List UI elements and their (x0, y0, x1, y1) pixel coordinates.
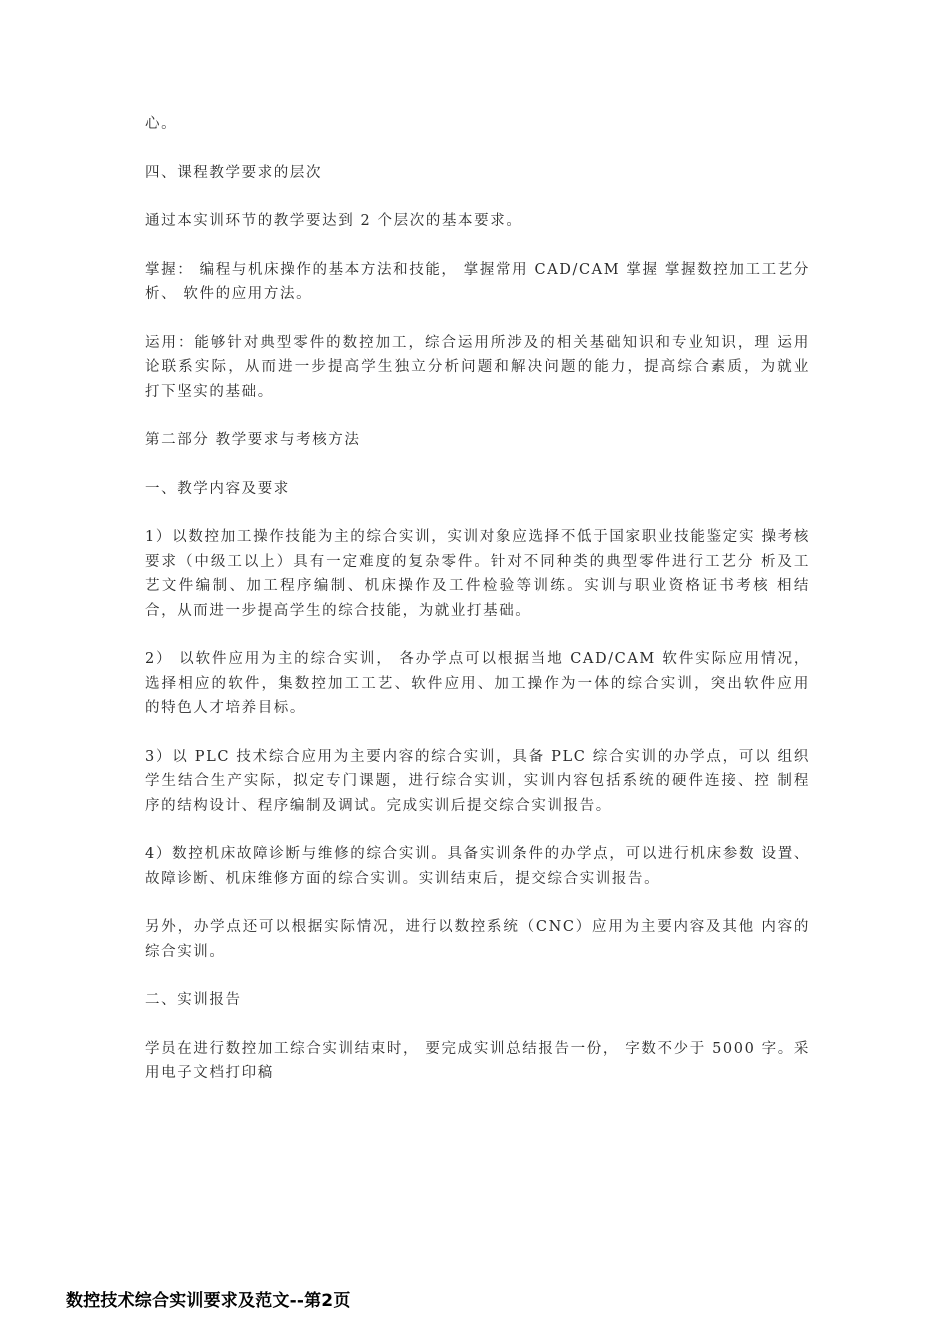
paragraph-report: 学员在进行数控加工综合实训结束时， 要完成实训总结报告一份， 字数不少于 5000 字。采用电子文档打印稿 (145, 1040, 810, 1081)
section-heading-content: 一、教学内容及要求 (145, 480, 290, 497)
list-item-1: 1）以数控加工操作技能为主的综合实训，实训对象应选择不低于国家职业技能鉴定实 操考核要求（中级工以上）具有一定难度的复杂零件。针对不同种类的典型零件进行工艺分 析及工艺文件编制、加工程序编制、机床操作及工件检验等训练。实训与职业资格证书考核 相结合，从而进一步提高学生的综合技能，为就业打基础。 (145, 529, 810, 619)
paragraph-application: 运用：能够针对典型零件的数控加工，综合运用所涉及的相关基础知识和专业知识，理 运用 论联系实际，从而进一步提高学生独立分析问题和解决问题的能力，提高综合素质，为就业 打下坚实的基础。 (145, 334, 810, 400)
section-heading-levels: 四、课程教学要求的层次 (145, 164, 323, 181)
paragraph-mastery: 掌握： 编程与机床操作的基本方法和技能， 掌握常用 CAD/CAM 掌握 掌握数控加工工艺分析、 软件的应用方法。 (145, 261, 810, 302)
document-body (145, 112, 810, 1086)
page-footer: 数控技术综合实训要求及范文--第2页 (66, 1291, 351, 1311)
paragraph-additional: 另外，办学点还可以根据实际情况，进行以数控系统（CNC）应用为主要内容及其他 内容的综合实训。 (145, 919, 810, 960)
part-heading: 第二部分 教学要求与考核方法 (145, 432, 361, 448)
list-item-3: 3）以 PLC 技术综合应用为主要内容的综合实训，具备 PLC 综合实训的办学点，可以 组织学生结合生产实际，拟定专门课题，进行综合实训，实训内容包括系统的硬件连接、控 制程序的结构设计、程序编制及调试。完成实训后提交综合实训报告。 (145, 748, 810, 814)
section-heading-report: 二、实训报告 (145, 992, 242, 1008)
list-item-4: 4）数控机床故障诊断与维修的综合实训。具备实训条件的办学点，可以进行机床参数 设置、故障诊断、机床维修方面的综合实训。实训结束后，提交综合实训报告。 (145, 846, 810, 887)
paragraph-intro: 通过本实训环节的教学要达到 2 个层次的基本要求。 (145, 213, 523, 229)
list-item-2: 2） 以软件应用为主的综合实训， 各办学点可以根据当地 CAD/CAM 软件实际应用情况，选择相应的软件，集数控加工工艺、软件应用、加工操作为一体的综合实训，突出软件应用 的特色人才培养目标。 (145, 651, 810, 716)
paragraph-continuation: 心。 (145, 116, 178, 132)
